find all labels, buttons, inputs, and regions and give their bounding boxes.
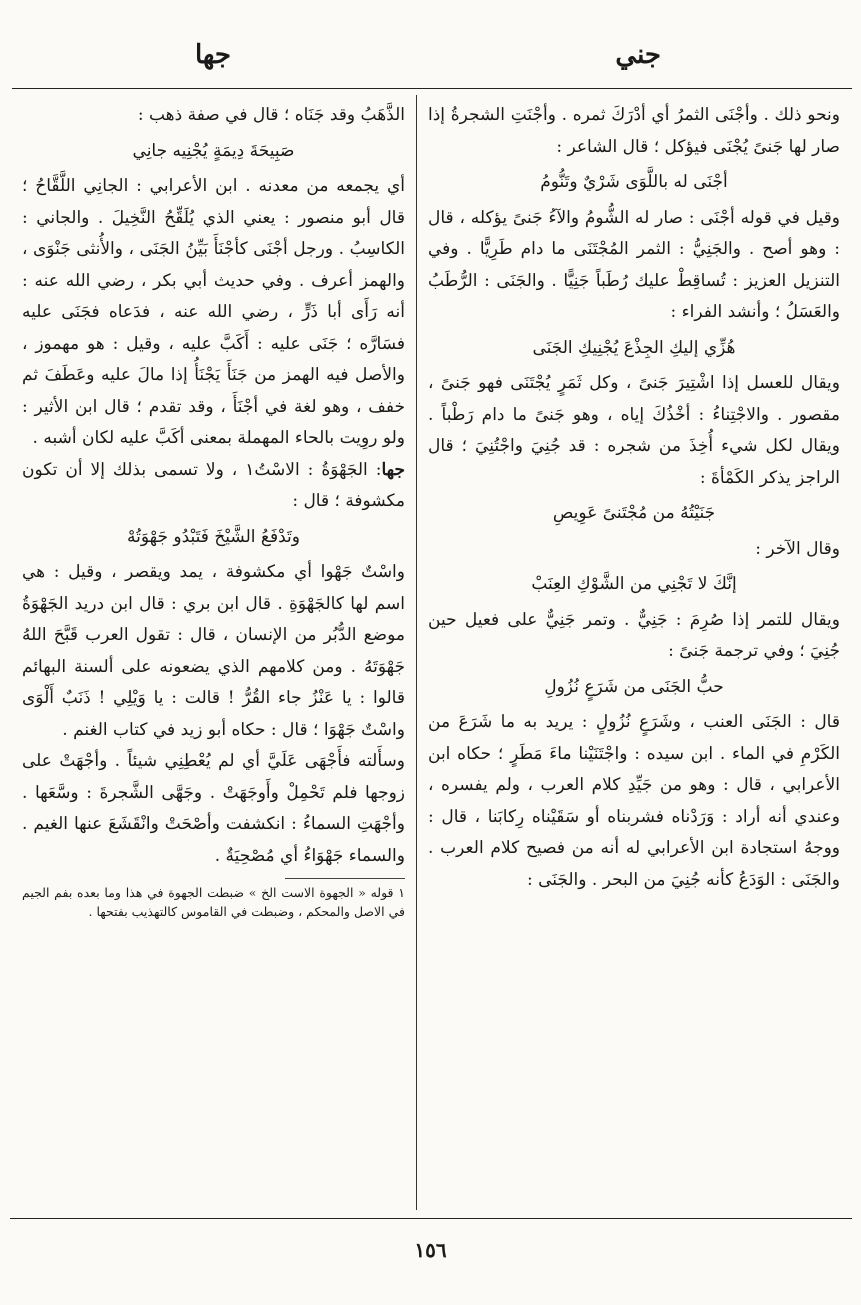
verse-line: وتَدْفَعُ الشَّيْخَ فَتَبْدُو جَهْوَتُهْ: [127, 526, 300, 547]
paragraph: ويقال للعسل إذا اشْتِيرَ جَنىً ، وكل ثَمَرٍ يُجْتَنَى فهو جَنىً ، مقصور . والاجْتِناءُ : أخْذُكَ إياه ، وهو جَنىً ما دام رَطْباً . ويقال لكل شيء أُخِذَ من شجره : قد جُنِيَ واجْتُنِيَ ؛ قال الراجز يذكر الكَمْأةَ :: [428, 373, 840, 488]
paragraph: وقيل في قوله أجْنَى : صار له الشُّومُ والآءُ جَنىً يؤكله ، قال : وهو أصح . والجَنِيُّ : الثمر المُجْتَنَى ما دام طَرِيًّا . وفي التنزيل العزيز : تُساقِطْ عليك رُطَباً جَنِيًّا . والجَنَى : الرُّطَبُ والعَسَلُ ؛ وأنشد الفراء :: [428, 207, 840, 322]
verse-line: أجْنَى له باللَّوَى شَرْيٌ وتَنُّومُ: [540, 172, 728, 192]
verse-line: هُزِّي إليكِ الجِذْعَ يُجْنِيكِ الجَنَى: [532, 337, 736, 358]
left-column: [22, 100, 405, 1210]
right-column: [428, 100, 840, 1210]
header-rule: [12, 88, 852, 89]
verse-line: إنَّكَ لا تَجْنِي من الشَّوْكِ العِنَبْ: [531, 574, 737, 594]
paragraph: واسْتٌ جَهْوا أي مكشوفة ، يمد ويقصر ، وقيل : هي اسم لها كالجَهْوَةِ . قال ابن بري : قال ابن دريد الجَهْوَةُ موضع الدُّبُر من الإنسان ، قال : تقول العرب قَبَّحَ اللهُ جَهْوَتَهُ . ومن كلامهم الذي يضعونه على ألسنة البهائم قالوا : يا عَنْزُ جاء القُرُّ ! قالت : يا وَيْلِي ! ذَنَبٌ أَلْوَى واسْتٌ جَهْوَا ؛ قال : حكاه أبو زيد في كتاب الغنم .: [22, 562, 405, 740]
paragraph: أي يجمعه من معدنه . ابن الأعرابي : الجانِي اللَّقَّاحُ ؛ قال أبو منصور : يعني الذي يُلَقِّحُ النَّخِيلَ . والجاني : الكاسِبُ . ورجل أجْنَى كأجْنَأَ بَيِّنُ الجَنَى ، والأُنثى جَنْوَى ، والهمز أعرف . وفي حديث أبي بكر ، رضي الله عنه : أنه رَأَى أبا ذَرٍّ ، رضي الله عنه ، فدَعاه فجَنَى عليه فسَارَّه ؛ جَنَى عليه : أَكَبَّ عليه ، وقيل : هو مهموز ، والأصل فيه الهمز من جَنَأَ يَجْنَأُ إذا مالَ عليه وعَطَفَ ثم خفف ، وهو لغة في أجْنَأَ ، وقد تقدم ؛ قال ابن الأثير : ولو روِيت بالحاء المهملة بمعنى أكَبَّ عليه لكان أشبه .: [22, 176, 405, 448]
paragraph: الذَّهَبُ وقد جَنَاه ؛ قال في صفة ذهب :: [137, 105, 405, 125]
entry-headword: جها: [381, 459, 405, 480]
verse-line: صَبِيحَةَ دِيمَةٍ يُجْنِيه جانِي: [132, 140, 295, 161]
page-number: ١٥٦: [414, 1238, 447, 1262]
verse-line: جَنَيْتُهُ من مُجْتَنىً عَوِيصِ: [552, 503, 716, 523]
entry-text: : الجَهْوَةُ : الاسْتُ١ ، ولا تسمى بذلك إلا أن تكون مكشوفة ؛ قال :: [22, 459, 405, 511]
paragraph: ويقال للتمر إذا صُرِمَ : جَنِيٌّ . وتمر جَنِيٌّ على فعيل حين جُنِيَ ؛ وفي ترجمة جَنىً :: [428, 609, 840, 661]
header-entry-right: جني: [615, 40, 661, 70]
paragraph: وقال الآخر :: [755, 538, 840, 559]
footnote: ١ قوله « الجهوة الاست الخ » ضبطت الجهوة في هذا وما بعده بفم الجيم في الاصل والمحكم ، وضبطت في القاموس كالتهذيب بفتحها .: [22, 885, 405, 919]
footnote-rule: [285, 878, 405, 879]
column-divider: [416, 95, 417, 1210]
header-entry-left: جها: [195, 40, 231, 70]
paragraph: وسأَلته فأَجْهَى عَلَيَّ أي لم يُعْطِنِي شيئاً . وأجْهَتْ على زوجها فلم تَحْمِلْ وأَوجَهَتْ . وجَهَّى الشَّجرةَ : وسَّعَها . وأجْهَتِ السماءُ : انكشفت وأصْحَتْ وانْقَشَعَ عنها الغيم . والسماء جَهْوَاءُ أي مُصْحِيَةٌ .: [22, 751, 405, 866]
verse-line: حبُّ الجَنَى من شَرَعٍ نُزُولِ: [544, 676, 724, 697]
entry-paragraph: [22, 455, 405, 518]
paragraph: قال : الجَنَى العنب ، وشَرَعٍ نُزُولٍ : يريد به ما شَرَعَ من الكَرْمِ في الماء . ابن سيده : واجْتَنَيْنا ماءَ مَطَرٍ ؛ حكاه ابن الأعرابي ، قال : وهو من جَيِّدِ كلام العرب ، ولم يفسره ، وعندي أنه أراد : وَرَدْناه فشربناه أو سَقَيْناه رِكابَنا ، قال : ووجهُ استجادة ابن الأعرابي له أنه من فصيح كلام العرب . والجَنَى : الوَدَعُ كأنه جُنِيَ من البحر . والجَنَى :: [428, 712, 840, 890]
paragraph: ونحو ذلك . وأجْنَى الثمرُ أي أدْرَكَ ثمره . وأجْنَتِ الشجرةُ إذا صار لها جَنىً يُجْنَى فيؤكل ؛ قال الشاعر :: [428, 105, 840, 157]
footer-rule: [10, 1218, 852, 1219]
